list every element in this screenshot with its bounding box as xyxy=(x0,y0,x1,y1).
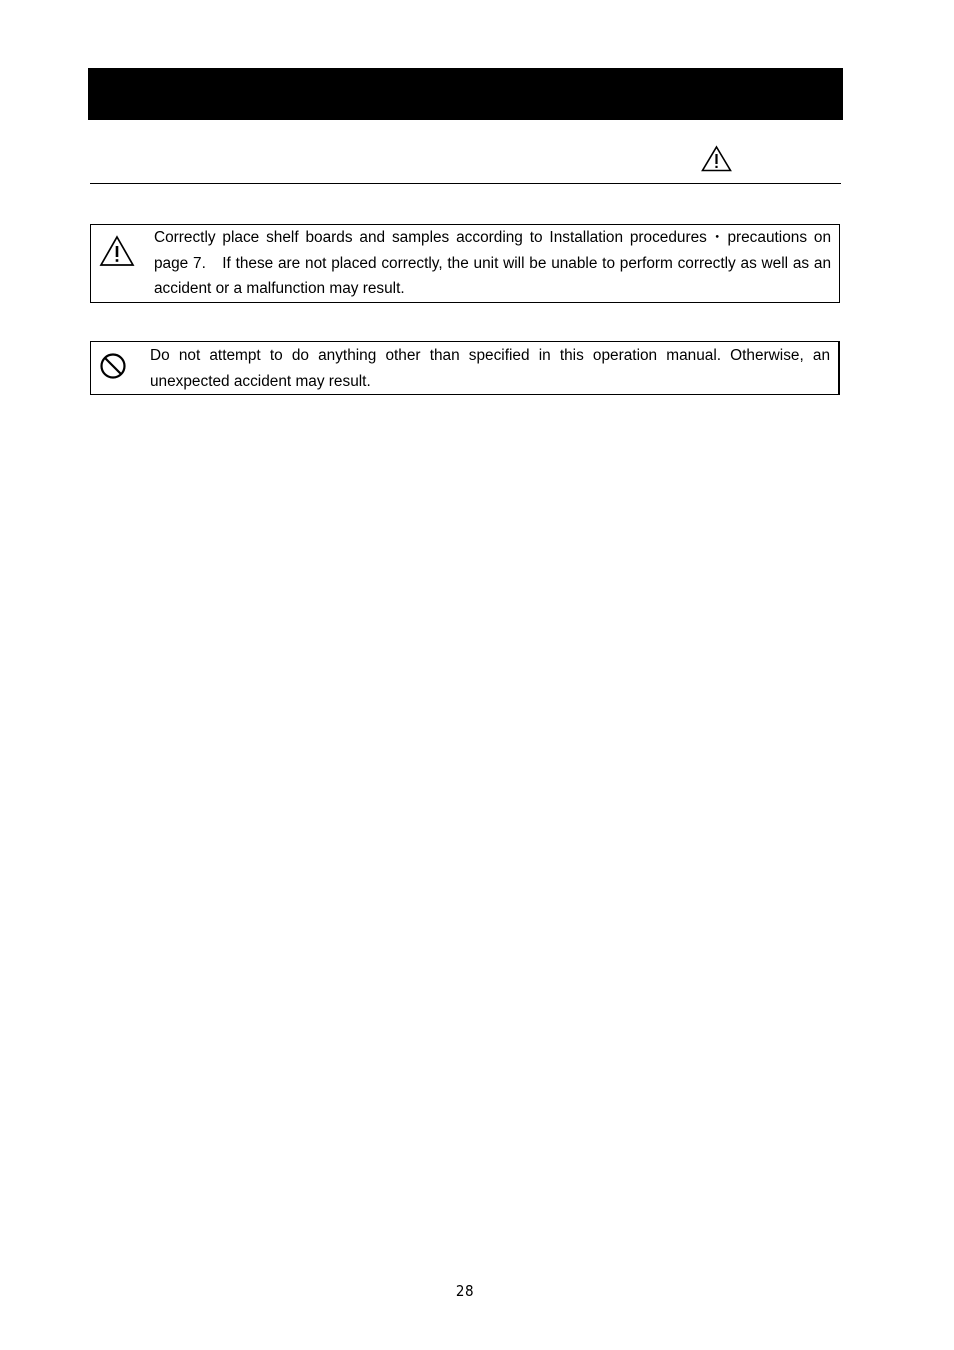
prohibition-notice xyxy=(90,341,840,395)
prohibition-icon xyxy=(99,352,127,380)
caution-notice-text: Correctly place shelf boards and samples according to Installation procedures・precautions on page 7. If these are not placed correctly, the unit will be unable to perform correctly as well as an accident or a malfunction may result. xyxy=(154,229,831,297)
warning-triangle-icon xyxy=(701,145,732,172)
page-number: 28 xyxy=(455,1282,475,1300)
caution-notice xyxy=(90,224,840,303)
section-title-bar xyxy=(88,68,843,120)
caution-triangle-icon xyxy=(99,235,135,267)
heading-divider xyxy=(90,183,841,184)
prohibition-notice-text: Do not attempt to do anything other than specified in this operation manual. Otherwise, an unexpected accident may result. xyxy=(150,347,830,390)
